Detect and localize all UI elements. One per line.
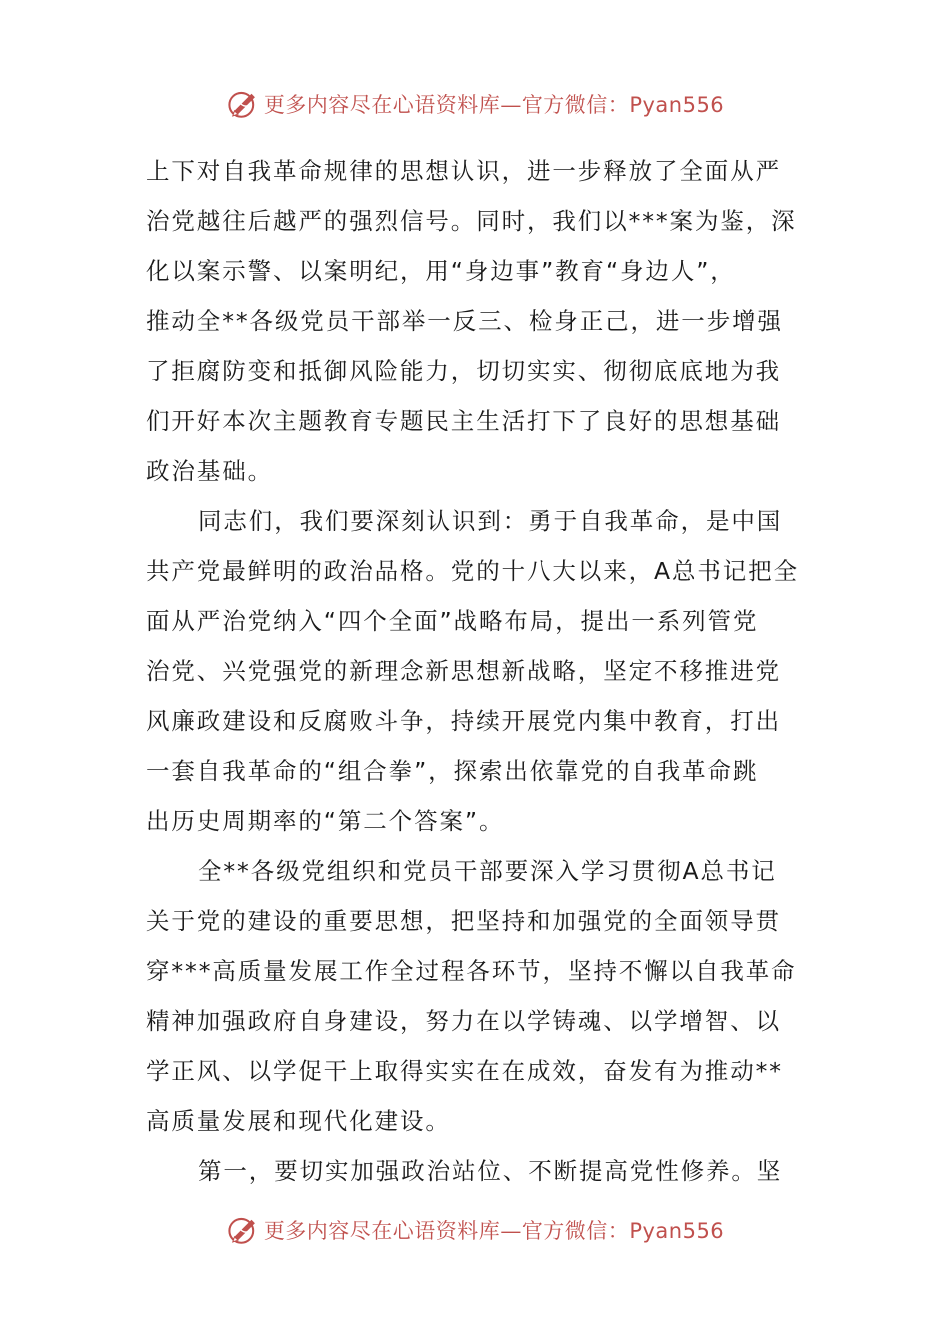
text-line: 上下对自我革命规律的思想认识，进一步释放了全面从严 — [146, 157, 781, 185]
text-line: 穿***高质量发展工作全过程各环节，坚持不懈以自我革命 — [146, 957, 797, 985]
text-line: 政治基础。 — [146, 457, 273, 485]
header-banner — [0, 84, 950, 124]
text-line: 出历史周期率的“第二个答案”。 — [146, 807, 505, 835]
text-line: 一套自我革命的“组合拳”，探索出依靠党的自我革命跳 — [146, 757, 759, 785]
banner-label: 官方微信： — [521, 1219, 630, 1243]
text-line: 第一，要切实加强政治站位、不断提高党性修养。坚 — [198, 1157, 783, 1185]
text-line: 精神加强政府自身建设，努力在以学铸魂、以学增智、以 — [146, 1007, 781, 1035]
banner-wechat-id: Pyan556 — [629, 1219, 725, 1243]
banner-brand: 更多内容尽在心语资料库 — [263, 93, 501, 117]
text-line: 了拒腐防变和抵御风险能力，切切实实、彻彻底底地为我 — [146, 357, 781, 385]
banner-dash: — — [500, 93, 522, 117]
paragraph-2 — [146, 496, 806, 846]
pen-logo-icon — [226, 1213, 260, 1247]
text-line: 治党越往后越严的强烈信号。同时，我们以***案为鉴，深 — [146, 207, 797, 235]
text-line: 关于党的建设的重要思想，把坚持和加强党的全面领导贯 — [146, 907, 781, 935]
document-body — [146, 146, 806, 1196]
footer-banner — [0, 1210, 950, 1250]
text-line: 全**各级党组织和党员干部要深入学习贯彻A总书记 — [198, 857, 777, 885]
text-line: 高质量发展和现代化建设。 — [146, 1107, 451, 1135]
banner-text — [264, 89, 724, 119]
banner-text — [264, 1215, 724, 1245]
text-line: 治党、兴党强党的新理念新思想新战略，坚定不移推进党 — [146, 657, 781, 685]
pen-logo-icon — [226, 87, 260, 121]
text-line: 风廉政建设和反腐败斗争，持续开展党内集中教育，打出 — [146, 707, 781, 735]
paragraph-3 — [146, 846, 806, 1146]
banner-wechat-id: Pyan556 — [629, 93, 725, 117]
text-line: 推动全**各级党员干部举一反三、检身正己，进一步增强 — [146, 307, 783, 335]
text-line: 同志们，我们要深刻认识到：勇于自我革命，是中国 — [198, 507, 783, 535]
paragraph-4 — [146, 1146, 806, 1196]
banner-dash: — — [500, 1219, 522, 1243]
text-line: 共产党最鲜明的政治品格。党的十八大以来，A总书记把全 — [146, 557, 799, 585]
paragraph-1 — [146, 146, 806, 496]
text-line: 们开好本次主题教育专题民主生活打下了良好的思想基础 — [146, 407, 781, 435]
text-line: 学正风、以学促干上取得实实在在成效，奋发有为推动** — [146, 1057, 783, 1085]
banner-label: 官方微信： — [521, 93, 630, 117]
text-line: 化以案示警、以案明纪，用“身边事”教育“身边人”， — [146, 257, 736, 285]
banner-brand: 更多内容尽在心语资料库 — [263, 1219, 501, 1243]
text-line: 面从严治党纳入“四个全面”战略布局，提出一系列管党 — [146, 607, 759, 635]
